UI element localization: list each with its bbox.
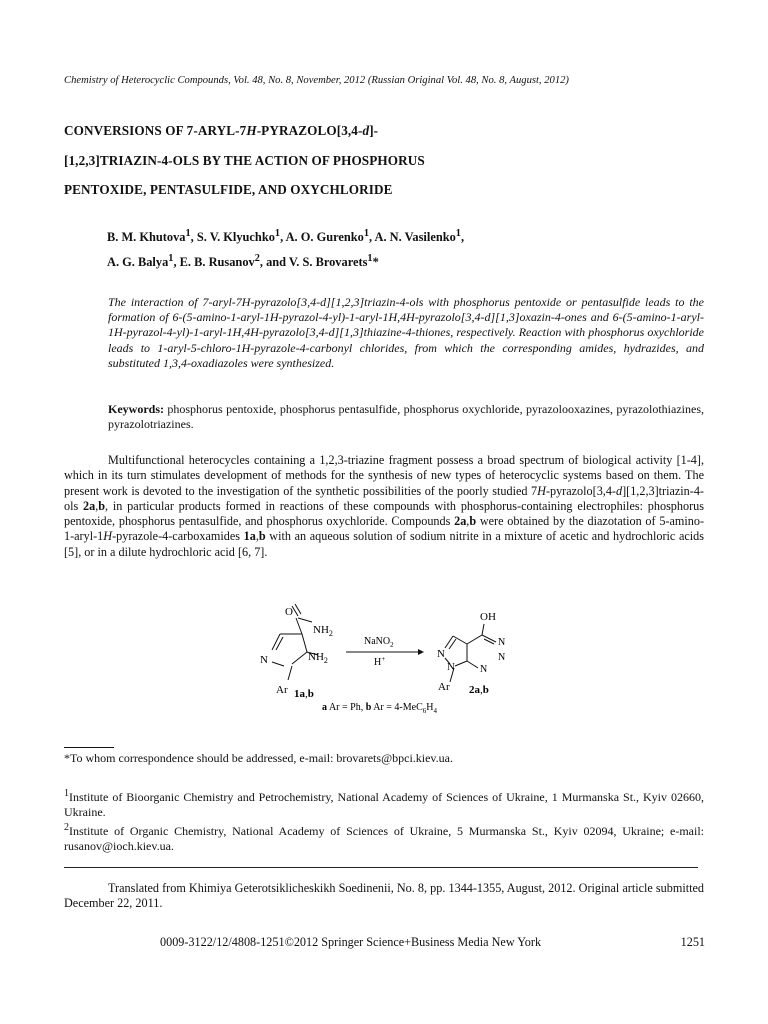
abstract: The interaction of 7-aryl-7H-pyrazolo[3,4-d][1,2,3]triazin-4-ols with phosphorus pentoxide or pentasulfide leads to the formation of 6-(5-amino-1-aryl-1H-pyrazol-4-yl)-1-aryl-1H,4H-pyrazolo[3,4-d][1,3]oxazin-4-ones and 6-(5-amino-1-aryl-1H-pyrazol-4-yl)-1-aryl-1H,4H-pyrazolo[3,4-d][1,3]thiazine-4-thiones, respectively. Reaction with phosphorus oxychloride leads to 1-aryl-5-chloro-1H-pyrazole-4-carbonyl chlorides, from which the corresponding amides, hydrazides, and substituted 1,3,4-oxadiazoles were synthesized. — [108, 295, 704, 370]
product-structure — [445, 624, 496, 682]
keywords — [108, 402, 704, 432]
article-title-line-2: [1,2,3]TRIAZIN-4-OLS BY THE ACTION OF PHOSPHORUS — [64, 153, 425, 168]
starting-material-structure — [272, 604, 318, 680]
affiliation-2: $^2$Institute of Organic Chemistry, National Academy of Sciences of Ukraine, 5 Murmanska St., Kyiv 02094, Ukraine; e-mail: rusanov@ioch.kiev.ua. — [64, 822, 704, 854]
affiliation-1: $^1$Institute of Bioorganic Chemistry and Petrochemistry, National Academy of Sciences of Ukraine, 1 Murmanska St., Kyiv 02660, Ukraine. — [64, 788, 704, 820]
copyright-code: 0009-3122/12/4808-1251©2012 Springer Science+Business Media New York — [160, 935, 542, 949]
compound-1-label: 1a,b — [294, 688, 314, 700]
product-pyrazole-n-2: N — [447, 661, 455, 673]
product-pyrazole-n-1: N — [437, 648, 445, 660]
keywords-label: Keywords: — [108, 402, 164, 416]
article-title-line-3: PENTOXIDE, PENTASULFIDE, AND OXYCHLORIDE — [64, 182, 393, 197]
pyrazole-n: N — [260, 654, 268, 666]
aryl-label-2: Ar — [438, 681, 450, 693]
authors-line-2: A. G. Balya$^1$, E. B. Rusanov$^2$, and V. S. Brovarets$^1$* — [107, 253, 379, 270]
journal-citation: Chemistry of Heterocyclic Compounds, Vol. 48, No. 8, November, 2012 (Russian Original Vol. 48, No. 8, August, 2012) — [64, 75, 569, 86]
footnote-separator — [64, 747, 114, 748]
authors-line-1: B. M. Khutova$^1$, S. V. Klyuchko$^1$, A. O. Gurenko$^1$, A. N. Vasilenko$^1$, — [107, 228, 465, 245]
reagent-acid: H+ — [374, 655, 386, 668]
keywords-text: phosphorus pentoxide, phosphorus pentasulfide, phosphorus oxychloride, pyrazolooxazines, pyrazolothiazines, pyrazolotriazines. — [108, 402, 704, 432]
correspondence-footnote: *To whom correspondence should be addressed, e-mail: brovarets@bpci.kiev.ua. — [64, 751, 453, 765]
aryl-label-1: Ar — [276, 684, 288, 696]
body-paragraph: Multifunctional heterocycles containing a 1,2,3-triazine fragment possess a broad spectrum of biological activity [1-4], which in its turn stimulates development of methods for the synthesis of new types of heterocyclic systems based on them. The present work is devoted to the investigation of the synthetic possibilities of the poorly studied 7H-pyrazolo[3,4-d][1,2,3]triazin-4-ols 2a,b, in particular products formed in reactions of these compounds with phosphorus-containing electrophiles: phosphorus pentoxide, phosphorus pentasulfide, and phosphorus oxychloride. Compounds 2a,b were obtained by the diazotation of 5-amino-1-aryl-1H-pyrazole-4-carboxamides 1a,b with an aqueous solution of sodium nitrite in a mixture of acetic and hydrochloric acids [5], or in a dilute hydrochloric acid [6, 7]. — [64, 453, 704, 559]
carbonyl-oxygen: O — [285, 606, 293, 618]
reagent-nano2: NaNO$_2$ — [364, 636, 394, 649]
substituent-legend: a Ar = Ph, b $Ar = 4-MeC_6H_4$ — [322, 702, 437, 715]
reaction-scheme — [240, 600, 540, 718]
triazine-n-1: N — [498, 637, 506, 648]
article-title-line-1: CONVERSIONS OF 7-ARYL-7H-PYRAZOLO[3,4-d]- — [64, 123, 379, 138]
compound-2-label: 2a,b — [469, 684, 489, 696]
hydroxyl-oh: OH — [480, 611, 496, 623]
page-number: 1251 — [680, 935, 705, 949]
triazine-n-2: N — [498, 652, 506, 663]
copyright-line — [160, 935, 705, 950]
translation-note: Translated from Khimiya Geterotsiklicheskikh Soedinenii, No. 8, pp. 1344-1355, August, 2012. Original article submitted December 22, 2011. — [64, 881, 704, 911]
page-separator — [64, 867, 698, 868]
amino-nh2: $NH_2$ — [308, 651, 328, 665]
triazine-n-3: N — [480, 664, 488, 675]
amide-nh2: $NH_2$ — [313, 624, 333, 638]
